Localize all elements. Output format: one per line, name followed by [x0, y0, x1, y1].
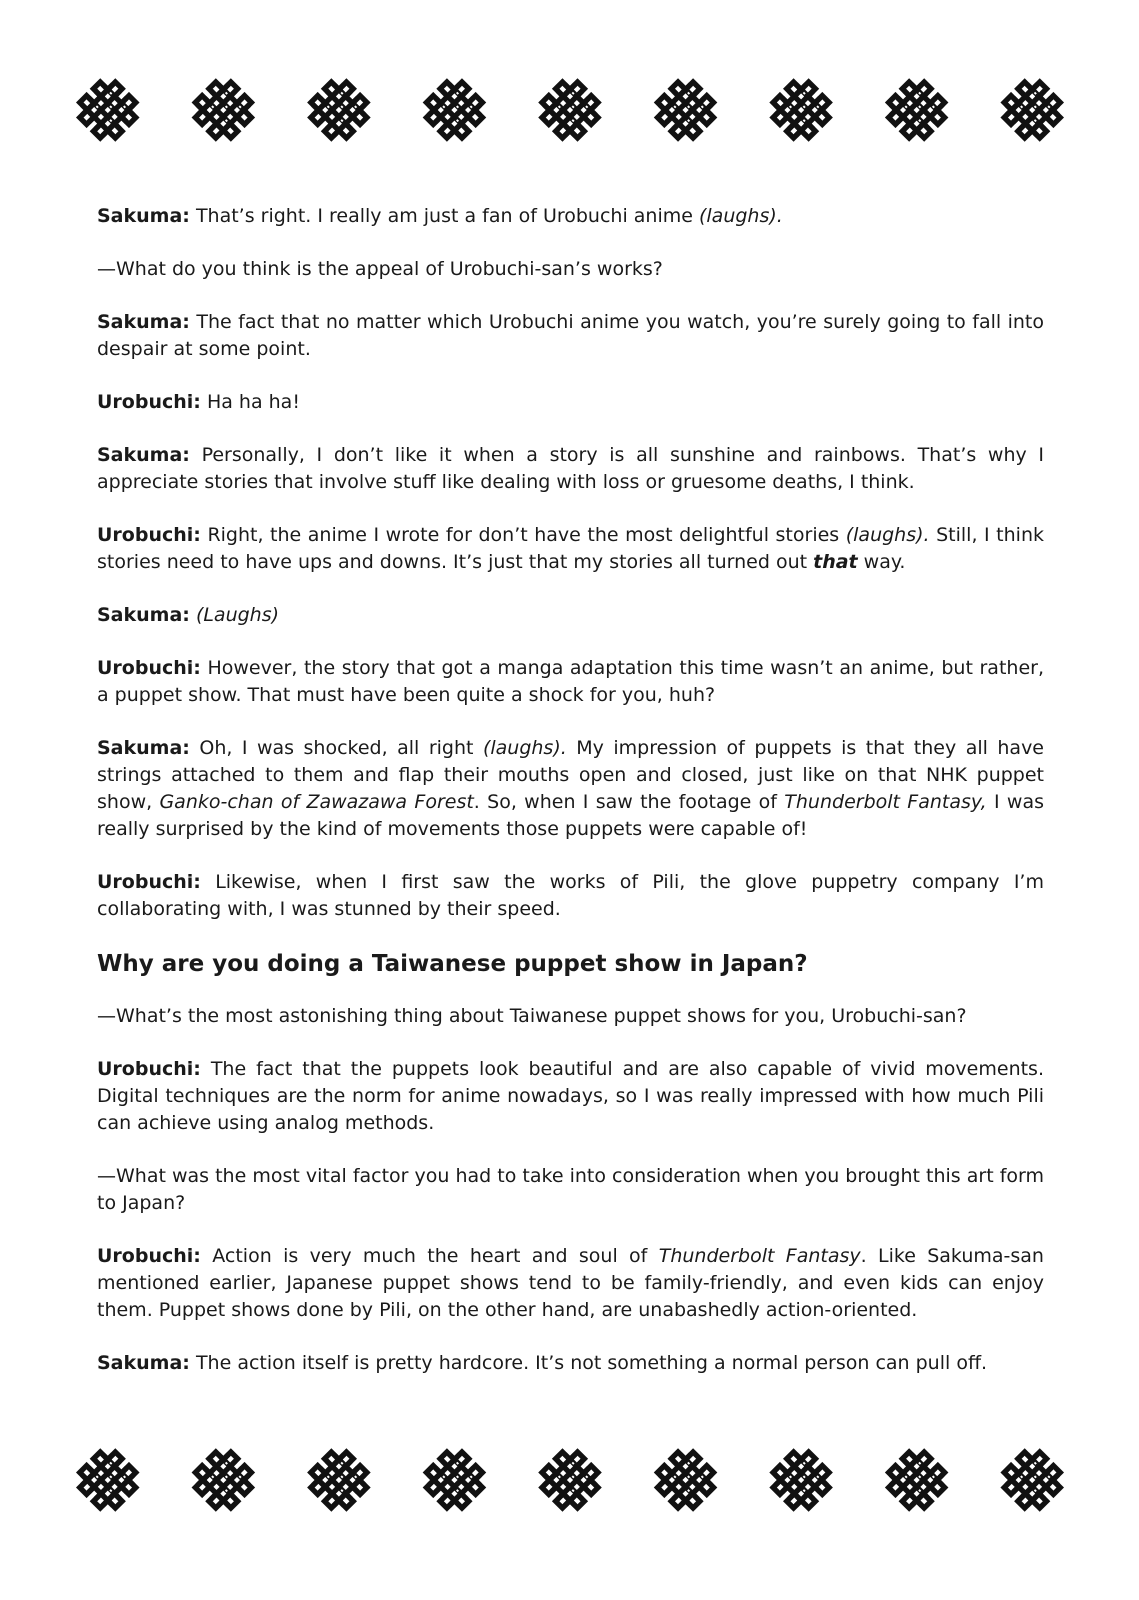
speaker-label: Sakuma: — [97, 311, 190, 333]
text-run: The fact that the puppets look beautiful and are also capable of vivid movements. Digital techniques are the norm for anime nowadays, so I was really impressed with how much Pili can achieve using analog methods. — [97, 1058, 1044, 1134]
speaker-label: Sakuma: — [97, 604, 190, 626]
speaker-label: Sakuma: — [97, 444, 190, 466]
dialogue-line — [97, 735, 1044, 843]
bottom-ornament-border — [50, 1425, 1090, 1535]
endless-knot-icon — [534, 74, 605, 145]
text-run: Personally, I don’t like it when a story is all sunshine and rainbows. That’s why I appreciate stories that involve stuff like dealing with loss or gruesome deaths, I think. — [97, 444, 1044, 493]
speaker-label: Urobuchi: — [97, 1058, 201, 1080]
speaker-label: Urobuchi: — [97, 391, 201, 413]
text-run: . So, when I saw the footage of — [473, 791, 785, 813]
endless-knot-icon — [766, 1444, 837, 1515]
endless-knot-icon — [881, 1444, 952, 1515]
speaker-label: Urobuchi: — [97, 524, 201, 546]
text-run: My impression of puppets is that they all have strings attached to them and flap their mouths open and closed, just like on that NHK puppet show, — [97, 737, 1045, 813]
interviewer-question — [97, 256, 1044, 283]
speaker-label: Urobuchi: — [97, 657, 201, 679]
text-run: —What was the most vital factor you had to take into consideration when you brought this art form to Japan? — [97, 1165, 1044, 1214]
endless-knot-icon — [997, 1444, 1068, 1515]
endless-knot-icon — [766, 74, 837, 145]
dialogue-line — [97, 442, 1044, 496]
speaker-label: Urobuchi: — [97, 1245, 201, 1267]
dialogue-section-1 — [97, 203, 1044, 923]
dialogue-line — [97, 522, 1044, 576]
text-run: —What’s the most astonishing thing about Taiwanese puppet shows for you, Urobuchi-san? — [97, 1005, 967, 1027]
ornament-row — [50, 1425, 1090, 1535]
text-run: I was really surprised by the kind of movements those puppets were capable of! — [97, 791, 1045, 840]
text-run: . Like Sakuma-san mentioned earlier, Japanese puppet shows tend to be family-friendly, and even kids can enjoy them. Puppet shows done by Pili, on the other hand, are unabashedly action-oriented. — [97, 1245, 1044, 1321]
dialogue-line — [97, 1350, 1044, 1377]
text-run: (Laughs) — [195, 604, 280, 626]
dialogue-line — [97, 203, 1044, 230]
endless-knot-icon — [650, 1444, 721, 1515]
dialogue-line — [97, 655, 1044, 709]
speaker-label: Sakuma: — [97, 205, 190, 227]
text-run: (laughs). — [482, 737, 567, 759]
dialogue-line — [97, 389, 1044, 416]
endless-knot-icon — [534, 1444, 605, 1515]
text-run: That’s right. I really am just a fan of Urobuchi anime — [195, 205, 699, 227]
endless-knot-icon — [72, 1444, 143, 1515]
endless-knot-icon — [303, 74, 374, 145]
speaker-label: Sakuma: — [97, 1352, 190, 1374]
endless-knot-icon — [881, 74, 952, 145]
text-run: The action itself is pretty hardcore. It’s not something a normal person can pull off. — [195, 1352, 988, 1374]
interviewer-question — [97, 1003, 1044, 1030]
text-run: Thunderbolt Fantasy, — [784, 791, 987, 813]
dialogue-line — [97, 869, 1044, 923]
dialogue-section-2 — [97, 1003, 1044, 1377]
endless-knot-icon — [188, 1444, 259, 1515]
endless-knot-icon — [650, 74, 721, 145]
section-heading: Why are you doing a Taiwanese puppet show in Japan? — [97, 951, 808, 977]
dialogue-line — [97, 309, 1044, 363]
endless-knot-icon — [303, 1444, 374, 1515]
text-run: Ganko-chan of Zawazawa Forest — [159, 791, 474, 813]
endless-knot-icon — [419, 1444, 490, 1515]
endless-knot-icon — [997, 74, 1068, 145]
text-run: Ha ha ha! — [206, 391, 300, 413]
top-ornament-border — [50, 55, 1090, 165]
text-run: way. — [857, 551, 906, 573]
endless-knot-icon — [72, 74, 143, 145]
ornament-row — [50, 55, 1090, 165]
text-run: Action is very much the heart and soul of — [212, 1245, 659, 1267]
text-run: Still, I think stories need to have ups and downs. It’s just that my stories all turned out — [97, 524, 1044, 573]
dialogue-line — [97, 602, 1044, 629]
text-run: Oh, I was shocked, all right — [199, 737, 483, 759]
text-run: Thunderbolt Fantasy — [658, 1245, 861, 1267]
dialogue-line — [97, 1243, 1044, 1324]
text-run: that — [813, 551, 858, 573]
text-run: —What do you think is the appeal of Urobuchi-san’s works? — [97, 258, 663, 280]
text-run: Likewise, when I first saw the works of Pili, the glove puppetry company I’m collaborating with, I was stunned by their speed. — [97, 871, 1044, 920]
dialogue-line — [97, 1056, 1044, 1137]
text-run: Right, the anime I wrote for don’t have the most delightful stories — [207, 524, 846, 546]
text-run: The fact that no matter which Urobuchi anime you watch, you’re surely going to fall into despair at some point. — [97, 311, 1045, 360]
text-run: (laughs). — [698, 205, 783, 227]
text-run: (laughs). — [845, 524, 930, 546]
speaker-label: Urobuchi: — [97, 871, 201, 893]
interview-body — [97, 203, 1044, 1377]
endless-knot-icon — [419, 74, 490, 145]
speaker-label: Sakuma: — [97, 737, 190, 759]
text-run: However, the story that got a manga adaptation this time wasn’t an anime, but rather, a puppet show. That must have been quite a shock for you, huh? — [97, 657, 1044, 706]
endless-knot-icon — [188, 74, 259, 145]
interviewer-question — [97, 1163, 1044, 1217]
